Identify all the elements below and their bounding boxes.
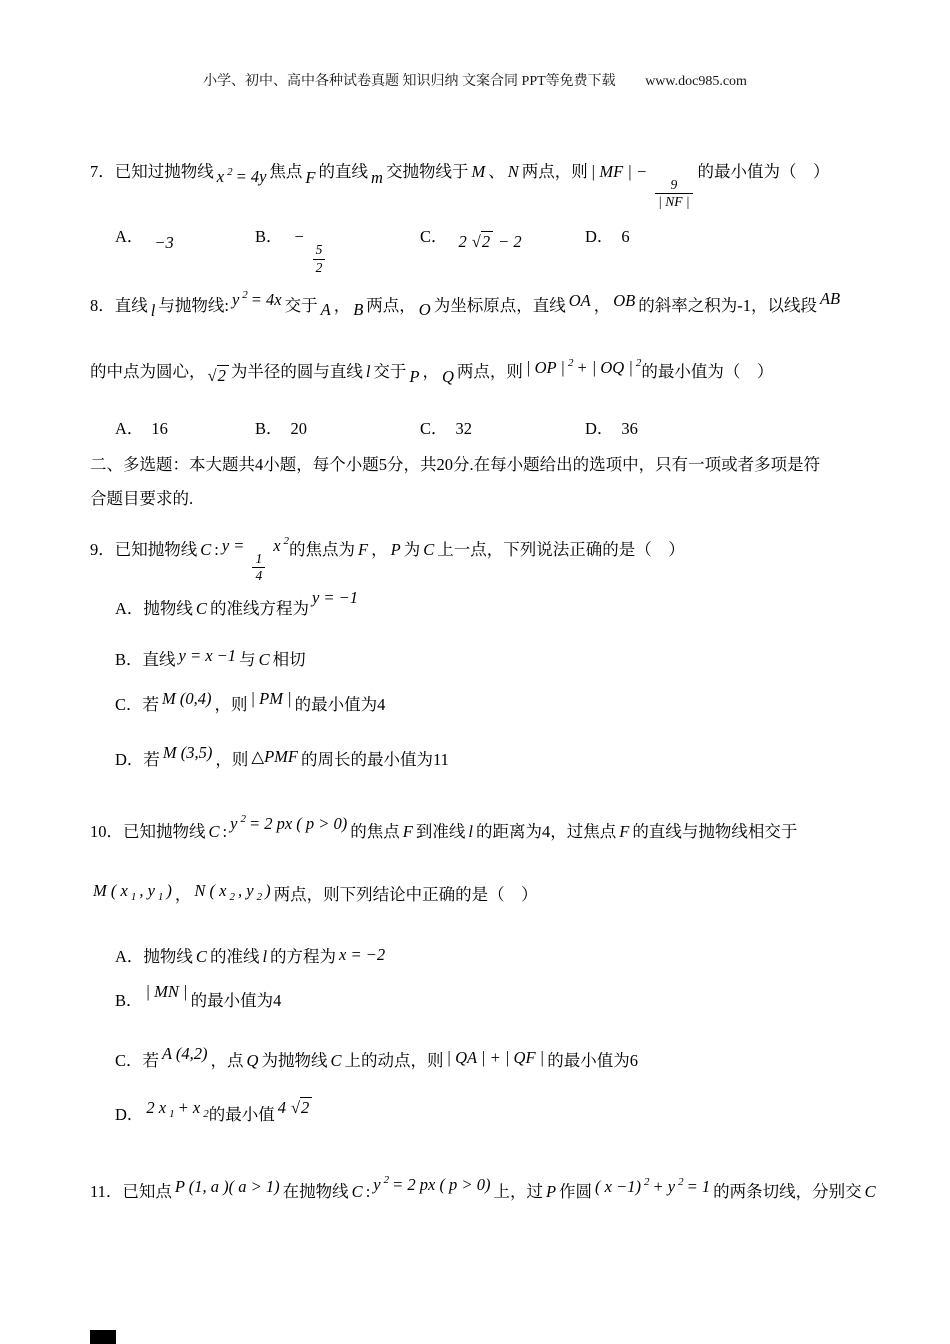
text-run: 的最小值为4 <box>190 991 282 1010</box>
math-run: OA <box>568 290 591 310</box>
math-run: 4 <box>277 1098 286 1117</box>
math-run: + | OQ | <box>576 357 633 377</box>
math-run: − <box>293 227 305 246</box>
text-run: 的距离为4，过焦点 <box>475 821 617 841</box>
text-run: 到准线 <box>415 821 466 841</box>
math-run: B <box>353 299 364 319</box>
text-run: ， <box>422 361 439 381</box>
math-run: l <box>150 300 156 320</box>
header-url: www.doc985.com <box>645 74 747 89</box>
subscript: 1 <box>130 891 137 904</box>
text-run: 上一点，下列说法正确的是（ ） <box>437 539 685 559</box>
math-run: Q <box>442 366 454 386</box>
superscript: 2 <box>644 1176 650 1188</box>
math-run: 2 <box>458 232 467 251</box>
math-run: m <box>371 167 383 187</box>
radical-sign-icon: √ <box>207 365 217 385</box>
math-run: C <box>200 539 212 559</box>
question-10-option-b <box>90 982 282 1016</box>
text-run: ，则 <box>214 695 248 714</box>
math-run: N <box>507 161 519 181</box>
page-corner-artifact <box>90 1330 116 1344</box>
text-run: 的焦点 <box>350 821 400 841</box>
math-run: A (4,2) <box>162 1044 208 1063</box>
text-run: 的直线 <box>318 161 369 181</box>
option-B <box>255 222 420 277</box>
fraction <box>655 177 692 212</box>
page-header <box>0 70 950 90</box>
math-run: Q <box>246 1051 259 1070</box>
math-run: = 4x <box>250 289 282 309</box>
superscript: 2 <box>242 289 248 301</box>
option-label: A． <box>115 419 144 438</box>
math-run: l <box>365 361 371 381</box>
option-B <box>255 414 420 444</box>
subscript: 1 <box>169 1108 175 1121</box>
text-run: ， <box>174 885 192 904</box>
math-run: x = −2 <box>339 945 386 964</box>
question-10-line-1 <box>90 812 797 847</box>
text-run: 的准线 <box>209 947 260 966</box>
math-run: ) <box>166 881 172 900</box>
question-7-stem <box>90 152 830 211</box>
option-label: B． <box>255 227 283 246</box>
text-run: ，则 <box>215 750 249 769</box>
math-run: C <box>208 821 220 841</box>
option-D <box>585 414 638 444</box>
math-run: | MN | <box>145 982 188 1001</box>
question-9-option-a <box>90 588 361 624</box>
math-run: C <box>195 599 207 618</box>
math-run: M (3,5) <box>162 743 213 762</box>
text-run: 的最小值为（ ） <box>641 361 774 381</box>
text-run: ， <box>593 295 611 315</box>
radical-sign-icon: √ <box>471 232 481 251</box>
superscript: 2 <box>635 357 642 369</box>
text-run: 两点，则 <box>521 161 588 181</box>
question-8-options <box>90 414 638 444</box>
superscript: 2 <box>678 1176 684 1188</box>
math-run: P <box>390 539 401 559</box>
text-run: 8．直线 <box>90 295 148 315</box>
text-run: 的周长的最小值为11 <box>301 750 449 769</box>
math-run: C <box>423 539 435 559</box>
text-run: 两点， <box>366 295 416 315</box>
text-run: 为抛物线 <box>261 1051 328 1070</box>
text-run: 9．已知抛物线 <box>90 539 198 559</box>
text-run: 的焦点为 <box>289 539 356 559</box>
math-run: y = x −1 <box>178 646 237 665</box>
math-run: − 2 <box>498 232 522 251</box>
math-run: = 1 <box>686 1176 711 1196</box>
question-8-line-2 <box>90 352 773 387</box>
option-C <box>420 222 585 252</box>
math-run: | MF | − <box>590 161 648 181</box>
math-run: O <box>418 299 431 319</box>
text-run: 20 <box>290 419 308 438</box>
text-run: 36 <box>621 419 638 438</box>
text-run: 的准线方程为 <box>209 599 309 618</box>
text-run: C．若 <box>115 695 160 714</box>
question-10-line-2 <box>90 880 538 916</box>
radicand: 2 <box>217 365 229 385</box>
text-run: 的最小值 <box>208 1105 275 1124</box>
superscript: 2 <box>283 535 290 547</box>
text-run: A．抛物线 <box>115 947 193 966</box>
math-run: −3 <box>154 233 174 252</box>
text-run: 在抛物线 <box>282 1181 349 1201</box>
math-run: C <box>864 1181 876 1201</box>
math-run: F <box>619 821 630 841</box>
option-label: A． <box>115 227 144 246</box>
text-run: 两点，则 <box>456 361 523 381</box>
question-9-option-b <box>90 645 306 675</box>
question-10-option-a <box>90 942 388 972</box>
sqrt-radical <box>472 227 493 257</box>
math-run: OB <box>613 290 636 310</box>
math-run: M (0,4) <box>162 689 212 708</box>
math-run: = 2 px ( p > 0) <box>392 1174 491 1194</box>
math-run: y <box>231 289 240 309</box>
text-run: B．直线 <box>115 650 176 669</box>
math-run: C <box>330 1051 342 1070</box>
text-run: 交抛物线于 <box>385 161 469 181</box>
text-run: D．若 <box>115 750 160 769</box>
math-run: x <box>273 535 281 555</box>
option-label: D． <box>585 419 614 438</box>
math-run: , y <box>237 881 254 900</box>
math-run: | QA | + | QF | <box>446 1048 545 1067</box>
text-run: 焦点 <box>269 161 303 181</box>
math-run: | PM | <box>250 689 292 708</box>
text-run: C．若 <box>115 1051 160 1070</box>
math-run: y = <box>221 535 245 555</box>
question-8-line-1 <box>90 286 843 321</box>
text-run: 的中点为圆心， <box>90 361 206 381</box>
section-2-header-line-1 <box>90 450 820 480</box>
text-run: 的方程为 <box>270 947 337 966</box>
math-run: C <box>195 947 207 966</box>
text-run: 6 <box>621 227 630 246</box>
superscript: 2 <box>383 1174 390 1186</box>
radical-sign-icon: √ <box>290 1098 301 1117</box>
text-run: 16 <box>151 419 168 438</box>
text-run: 的最小值为（ ） <box>697 161 830 181</box>
option-label: B． <box>255 419 283 438</box>
text-run: 32 <box>455 419 473 438</box>
option-C <box>420 414 585 444</box>
fraction-denominator: | NF | <box>655 193 692 211</box>
math-run: △PMF <box>251 747 298 766</box>
text-run: 、 <box>488 161 505 181</box>
text-run: : <box>214 539 219 559</box>
math-run: x <box>216 166 225 186</box>
fraction-numerator: 5 <box>315 242 323 257</box>
text-run: 11．已知点 <box>90 1181 172 1201</box>
text-run: 为半径的圆与直线 <box>230 361 363 381</box>
superscript: 2 <box>240 813 246 825</box>
subscript: 2 <box>229 891 235 904</box>
math-run: y = −1 <box>311 588 359 607</box>
text-run: 的两条切线，分别交 <box>713 1181 862 1201</box>
text-run: 的最小值为6 <box>547 1051 638 1070</box>
math-run: P <box>409 366 420 386</box>
fraction-denominator: 2 <box>313 259 326 277</box>
math-run: , y <box>139 881 155 900</box>
text-run: 作圆 <box>559 1181 593 1201</box>
math-run: C <box>258 650 270 669</box>
sqrt-radical <box>291 1093 312 1123</box>
option-A <box>115 414 255 444</box>
option-A <box>115 222 255 252</box>
text-run: : <box>222 821 228 841</box>
question-9-option-c <box>90 690 385 720</box>
fraction <box>252 551 265 586</box>
fraction-denominator: 4 <box>252 567 265 585</box>
subscript: 1 <box>157 891 164 904</box>
text-run: ，点 <box>210 1051 244 1070</box>
text-run: 与 <box>239 650 256 669</box>
text-run: ， <box>371 539 388 559</box>
math-run: N ( x <box>194 881 227 900</box>
math-run: = 2 px ( p > 0) <box>248 813 348 833</box>
math-run: + x <box>177 1098 201 1117</box>
text-run: 合题目要求的. <box>90 489 194 508</box>
question-10-option-c <box>90 1046 638 1076</box>
math-run: y <box>230 813 238 833</box>
math-run: M <box>471 161 486 181</box>
math-run: A <box>320 299 331 319</box>
math-run: F <box>305 167 316 187</box>
question-10-option-d <box>90 1100 314 1136</box>
text-run: 两点，则下列结论中正确的是（ ） <box>273 885 538 904</box>
option-label: C． <box>420 419 448 438</box>
text-run: 上，过 <box>493 1181 543 1201</box>
math-run: F <box>358 539 369 559</box>
text-run: B． <box>115 991 143 1010</box>
text-run: 与抛物线: <box>158 295 229 315</box>
text-run: A．抛物线 <box>115 599 193 618</box>
math-run: 2 x <box>146 1098 167 1117</box>
question-11-stem <box>90 1172 879 1207</box>
text-run: 的最小值为4 <box>294 695 386 714</box>
math-run: P (1, a )( a > 1) <box>174 1176 280 1196</box>
text-run: : <box>365 1181 371 1201</box>
radicand: 2 <box>481 231 493 251</box>
text-run: 上的动点，则 <box>344 1051 444 1070</box>
option-label: C． <box>420 227 448 246</box>
question-7-options <box>90 222 630 277</box>
math-run: ( x −1) <box>595 1176 641 1196</box>
option-D <box>585 222 630 252</box>
subscript: 2 <box>203 1108 209 1121</box>
superscript: 2 <box>227 166 233 178</box>
math-run: = 4y <box>235 166 267 186</box>
math-run: C <box>351 1181 363 1201</box>
text-run: 交于 <box>284 295 318 315</box>
text-run: 为 <box>403 539 421 559</box>
fraction-numerator: 9 <box>670 176 678 192</box>
math-run: P <box>545 1181 557 1201</box>
text-run: 交于 <box>373 361 407 381</box>
text-run: 相切 <box>272 650 306 669</box>
math-run: y <box>373 1174 381 1194</box>
text-run: 7．已知过抛物线 <box>90 161 214 181</box>
text-run: 二、多选题：本大题共4小题，每个小题5分，共20分.在每小题给出的选项中，只有一项或者多项是符 <box>90 455 821 474</box>
fraction <box>313 242 326 277</box>
fraction-numerator: 1 <box>255 550 263 566</box>
math-run: l <box>262 947 268 966</box>
math-run: F <box>402 821 413 841</box>
math-run: ) <box>265 881 271 900</box>
text-run: 的斜率之积为-1，以线段 <box>638 295 817 315</box>
text-run: ， <box>333 295 351 315</box>
question-9-stem <box>90 530 685 589</box>
radicand: 2 <box>300 1097 312 1117</box>
text-run: D． <box>115 1105 144 1124</box>
text-run: 的直线与抛物线相交于 <box>632 821 798 841</box>
math-run: AB <box>819 288 841 308</box>
sqrt-radical <box>208 361 229 391</box>
math-run: | OP | <box>525 357 565 377</box>
option-label: D． <box>585 227 614 246</box>
superscript: 2 <box>567 357 574 369</box>
subscript: 2 <box>256 891 263 904</box>
math-run: l <box>468 821 473 841</box>
section-2-header-line-2 <box>90 484 193 514</box>
math-run: M ( x <box>93 881 128 900</box>
text-run: 10．已知抛物线 <box>90 821 206 841</box>
math-run: + y <box>652 1176 676 1196</box>
question-9-option-d <box>90 745 449 775</box>
text-run: 为坐标原点，直线 <box>433 295 566 315</box>
header-text: 小学、初中、高中各种试卷真题 知识归纳 文案合同 PPT等免费下载 <box>203 74 616 89</box>
